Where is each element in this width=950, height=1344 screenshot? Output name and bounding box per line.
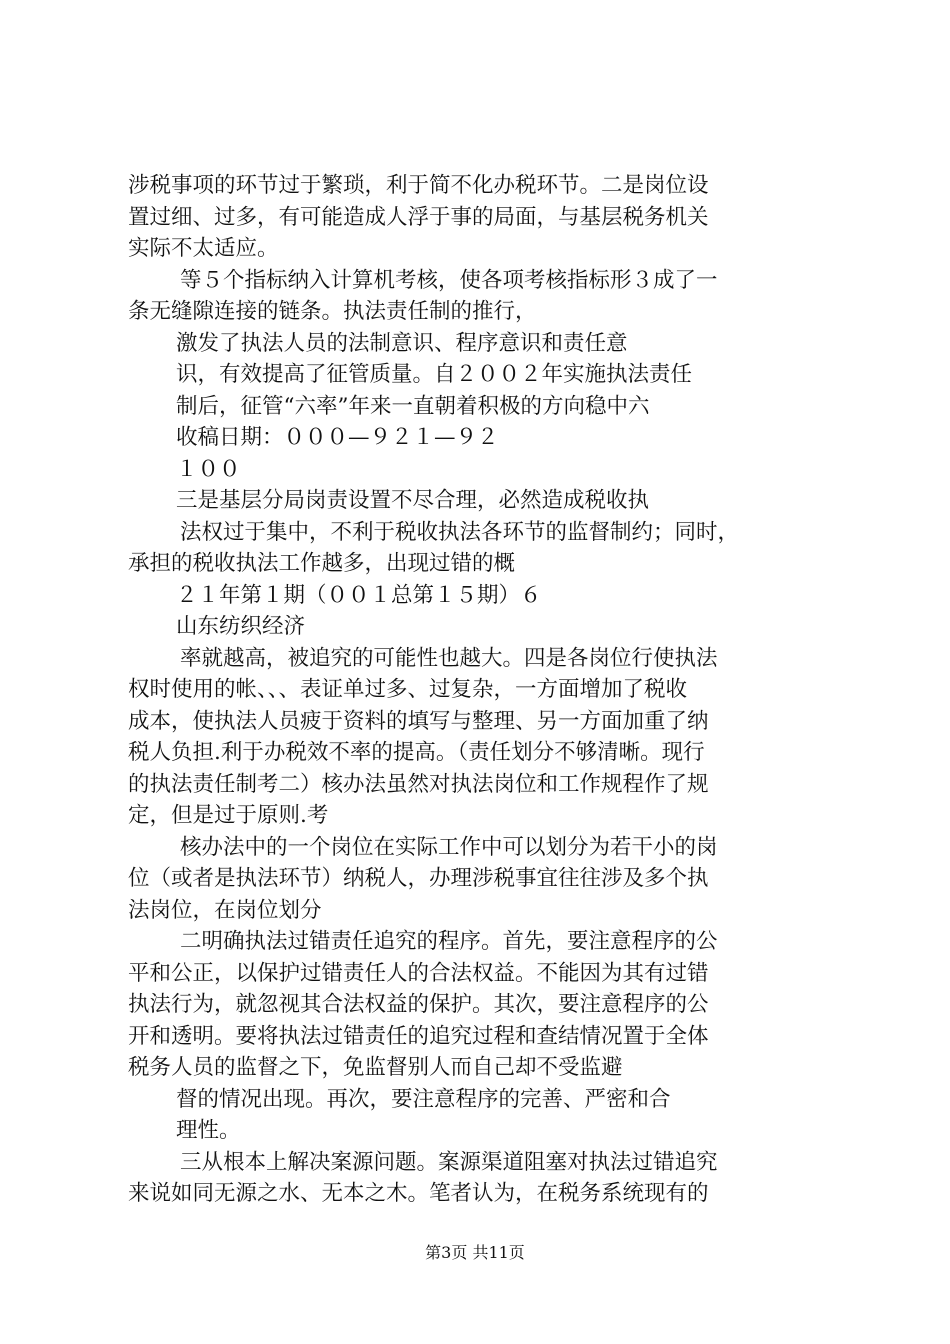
text-line: 开和透明。要将执法过错责任的追究过程和查结情况置于全体 [128, 1023, 709, 1049]
text-line: 税人负担.利于办税效不率的提高。（责任划分不够清晰。现行 [128, 740, 705, 765]
text-line: 来说如同无源之水、无本之木。笔者认为，在税务系统现有的 [128, 1181, 709, 1206]
text-line: 定，但是过于原则.考 [128, 803, 329, 828]
text-line: 法岗位，在岗位划分 [128, 897, 322, 923]
text-line: 法权过于集中，不利于税收执法各环节的监督制约；同时， [180, 519, 740, 545]
text-line: 制后，征管“六率”年来一直朝着积极的方向稳中六 [176, 393, 650, 419]
text-line: 三从根本上解决案源问题。案源渠道阻塞对执法过错追究 [180, 1149, 718, 1175]
text-line: 条无缝隙连接的链条。执法责任制的推行， [128, 299, 537, 324]
text-line: 督的情况出现。再次，要注意程序的完善、严密和合 [176, 1086, 671, 1112]
text-line: 涉税事项的环节过于繁琐，利于简不化办税环节。二是岗位设 [128, 173, 709, 198]
text-line: １００ [176, 456, 241, 482]
text-line: 二明确执法过错责任追究的程序。首先，要注意程序的公 [180, 929, 718, 954]
text-line: 等５个指标纳入计算机考核，使各项考核指标形３成了一 [180, 267, 718, 293]
text-line: 理性。 [176, 1118, 241, 1143]
text-line: ２１年第１期（００１总第１５期）６ [176, 582, 542, 608]
text-line: 三是基层分局岗责设置不尽合理，必然造成税收执 [176, 488, 650, 513]
text-line: 承担的税收执法工作越多，出现过错的概 [128, 551, 516, 576]
text-line: 率就越高，被追究的可能性也越大。四是各岗位行使执法 [180, 645, 718, 671]
body-text [128, 170, 833, 1210]
text-line: 权时使用的帐、、、表证单过多、过复杂，一方面增加了税收 [128, 677, 688, 702]
text-line: 平和公正，以保护过错责任人的合法权益。不能因为其有过错 [128, 960, 709, 986]
text-line: 收稿日期：０００—９２１—９２ [176, 425, 499, 450]
text-line: 山东纺织经济 [176, 614, 306, 639]
text-line: 激发了执法人员的法制意识、程序意识和责任意 [176, 330, 628, 356]
page-number: 第3页 共11页 [425, 1243, 525, 1262]
text-line: 实际不太适应。 [128, 236, 279, 261]
page-footer [0, 1240, 950, 1263]
text-line: 税务人员的监督之下，免监督别人而自己却不受监避 [128, 1055, 623, 1080]
text-line: 置过细、过多，有可能造成人浮于事的局面，与基层税务机关 [128, 204, 709, 230]
text-line: 识，有效提高了征管质量。自２００２年实施执法责任 [176, 362, 693, 387]
text-line: 执法行为，就忽视其合法权益的保护。其次，要注意程序的公 [128, 992, 709, 1017]
text-line: 的执法责任制考二）核办法虽然对执法岗位和工作规程作了规 [128, 771, 709, 797]
text-line: 核办法中的一个岗位在实际工作中可以划分为若干小的岗 [180, 834, 718, 860]
text-line: 位（或者是执法环节）纳税人，办理涉税事宜往往涉及多个执 [128, 866, 709, 891]
text-line: 成本，使执法人员疲于资料的填写与整理、另一方面加重了纳 [128, 708, 709, 734]
